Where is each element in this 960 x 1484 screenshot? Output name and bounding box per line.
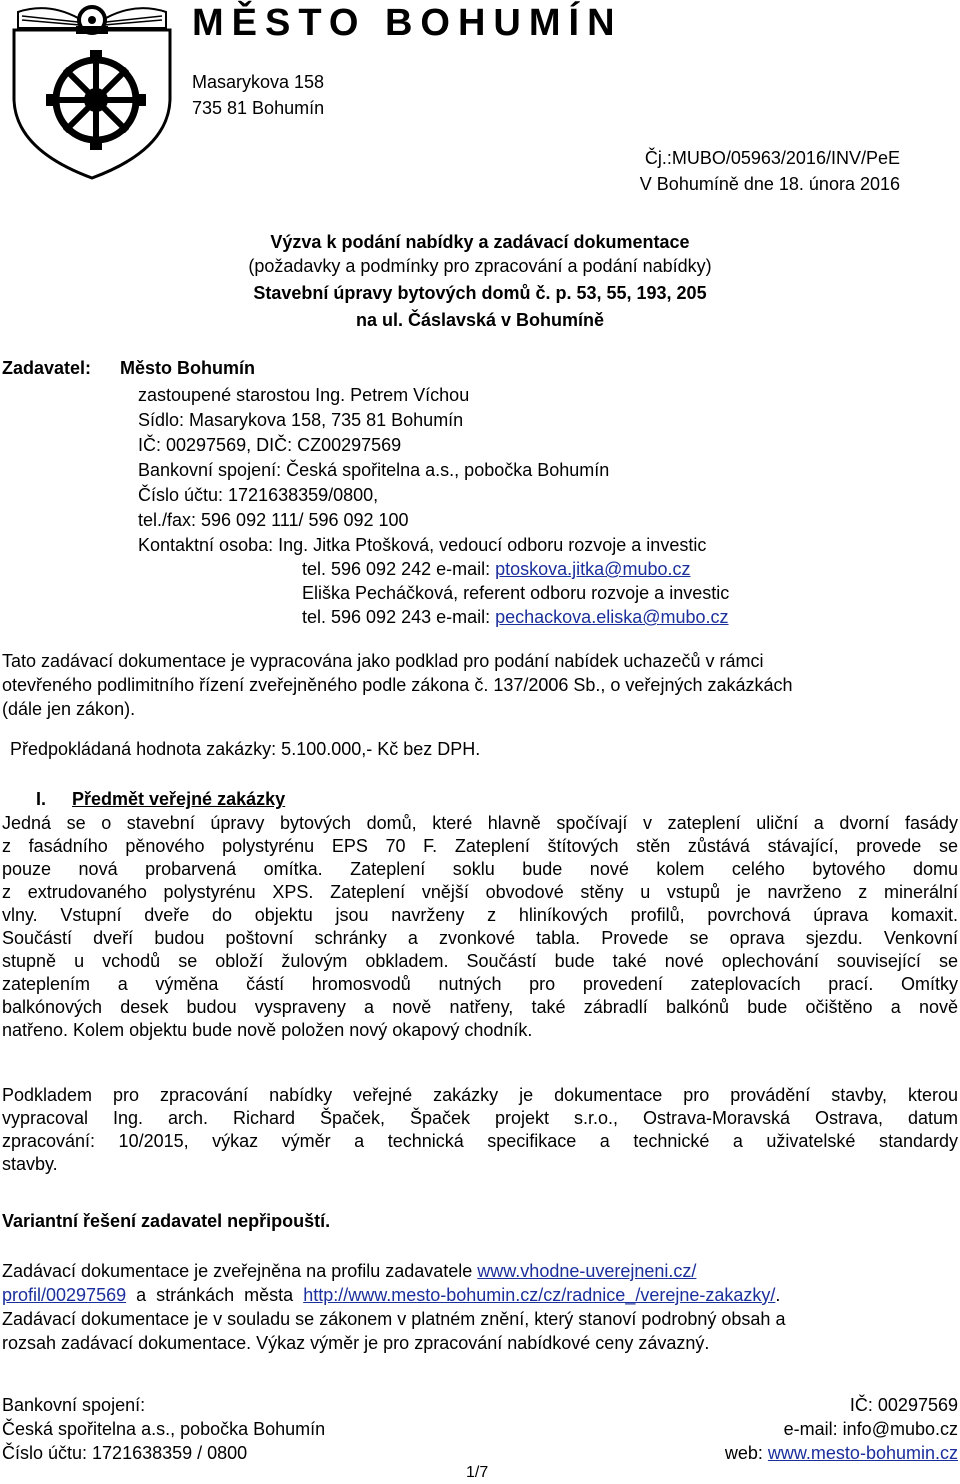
profile-link-2[interactable]: profil/00297569 [2,1285,127,1305]
section-1-body [2,812,958,1042]
address-line-1: Masarykova 158 [192,72,325,92]
footer-bank-label: Bankovní spojení: [2,1395,146,1415]
representative: zastoupené starostou Ing. Petrem Víchou [138,385,470,405]
contact-2-phone-text: tel. 596 092 243 e-mail: [302,607,496,627]
contact-person-2: Eliška Pecháčková, referent odboru rozvoje a investic [302,583,730,603]
footer-web-link[interactable]: www.mesto-bohumin.cz [767,1443,958,1463]
paragraph-line: z extrudovaného polystyrénu XPS. Zateplení vnější obvodové stěny u vstupů je navrženo z minerální [2,882,958,902]
page-number: 1/7 [466,1464,489,1481]
intro-line-3: (dále jen zákon). [2,699,136,719]
seat: Sídlo: Masarykova 158, 735 81 Bohumín [138,410,464,430]
heading-line-2: (požadavky a podmínky pro zpracování a podání nabídky) [248,256,712,276]
published-line-1 [2,1260,958,1283]
paragraph-line: vlny. Vstupní dveře do objektu jsou navrženy z hliníkových profilů, povrchová úprava komaxit. [2,905,958,925]
heading-line-3: Stavební úpravy bytových domů č. p. 53, 55, 193, 205 [253,283,707,303]
paragraph-line: natřeno. Kolem objektu bude nově položen nový okapový chodník. [2,1020,533,1040]
paragraph-line: balkónových desek budou vyspraveny a nově natřeny, také zábradlí balkónů bude očištěno a nově [2,997,958,1017]
footer-account: Číslo účtu: 1721638359 / 0800 [2,1443,248,1463]
company-ids: IČ: 00297569, DIČ: CZ00297569 [138,435,402,455]
contracting-label: Zadavatel: [2,358,92,378]
heading-line-4: na ul. Čáslavská v Bohumíně [355,310,605,330]
city-website-link[interactable]: http://www.mesto-bohumin.cz/cz/radnice_/verejne-zakazky/ [303,1285,776,1305]
paragraph-line: Součástí dveří budou poštovní schránky a zvonkové tabla. Provede se oprava sjezdu. Venkovní [2,928,958,948]
paragraph-line: zateplením a výměna částí hromosvodů nutných pro provedení zateplovacích prací. Omítky [2,974,958,994]
paragraph-line: zpracování: 10/2015, výkaz výměr a technická specifikace a technické a uživatelské standardy [2,1131,958,1151]
published-line-3: Zadávací dokumentace je v souladu se zákonem v platném znění, který stanoví podrobný obsah a [2,1309,786,1329]
published-text-3: . [775,1285,781,1305]
footer-email: e-mail: info@mubo.cz [783,1419,958,1439]
contact-2-email-link[interactable]: pechackova.eliska@mubo.cz [495,607,729,627]
reference-number: Čj.:MUBO/05963/2016/INV/PeE [644,148,900,168]
section-1-title: Předmět veřejné zakázky [72,789,286,809]
paragraph-line: Podkladem pro zpracování nabídky veřejné zakázky je dokumentace pro provádění stavby, kterou [2,1085,958,1105]
footer-web-label: web: [724,1443,768,1463]
contact-1-phone-text: tel. 596 092 242 e-mail: [302,559,496,579]
profile-link-1[interactable]: www.vhodne-uverejneni.cz/ [477,1261,697,1281]
phone-fax: tel./fax: 596 092 111/ 596 092 100 [138,510,409,530]
variant-note: Variantní řešení zadavatel nepřipouští. [2,1211,331,1231]
estimated-value: Předpokládaná hodnota zakázky: 5.100.000,- Kč bez DPH. [10,739,481,759]
contact-1-email-link[interactable]: ptoskova.jitka@mubo.cz [495,559,691,579]
account-number: Číslo účtu: 1721638359/0800, [138,485,379,505]
published-line-2 [2,1284,780,1307]
paragraph-line: vypracoval Ing. arch. Richard Špaček, Špaček projekt s.r.o., Ostrava-Moravská Ostrava, datum [2,1108,958,1128]
bank-connection: Bankovní spojení: Česká spořitelna a.s., pobočka Bohumín [138,460,610,480]
address-line-2: 735 81 Bohumín [192,98,325,118]
contact-1-phone [302,558,690,581]
paragraph-line: z fasádního pěnového polystyrénu EPS 70 F. Zateplení štítových stěn zůstává stávající, provede se [2,836,958,856]
published-line-4: rozsah zadávací dokumentace. Výkaz výměr je pro zpracování nabídkové ceny závazný. [2,1333,710,1353]
contact-2-phone [302,606,729,629]
basis-paragraph [2,1084,958,1176]
intro-line-2: otevřeného podlimitního řízení zveřejněného podle zákona č. 137/2006 Sb., o veřejných zakázkách [2,675,793,695]
heading-line-1: Výzva k podání nabídky a zadávací dokumentace [270,232,690,252]
footer-ic: IČ: 00297569 [849,1395,958,1415]
published-text-2: a stránkách města [126,1285,304,1305]
footer-web [725,1442,958,1465]
paragraph-line: stavby. [2,1154,58,1174]
paragraph-line: stupně u vchodů se obloží žulovým obkladem. Součástí bude také nové oplechování související se [2,951,958,971]
published-text-1: Zadávací dokumentace je zveřejněna na profilu zadavatele [2,1261,478,1281]
paragraph-line: Jedná se o stavební úpravy bytových domů, které hlavně spočívají v zateplení uliční a dvorní fasády [2,813,958,833]
contact-person: Kontaktní osoba: Ing. Jitka Ptošková, vedoucí odboru rozvoje a investic [138,535,707,555]
paragraph-line: pouze nová probarvená omítka. Zateplení soklu bude nové kolem celého bytového domu [2,859,958,879]
contracting-name: Město Bohumín [120,358,255,378]
city-crest-logo [8,0,176,180]
intro-line-1: Tato zadávací dokumentace je vypracována jako podklad pro podání nabídek uchazečů v rámci [2,651,764,671]
document-date: V Bohumíně dne 18. února 2016 [639,174,900,194]
footer-bank-name: Česká spořitelna a.s., pobočka Bohumín [2,1419,326,1439]
document-title: MĚSTO BOHUMÍN [192,2,623,44]
section-1-number: I. [36,789,47,809]
